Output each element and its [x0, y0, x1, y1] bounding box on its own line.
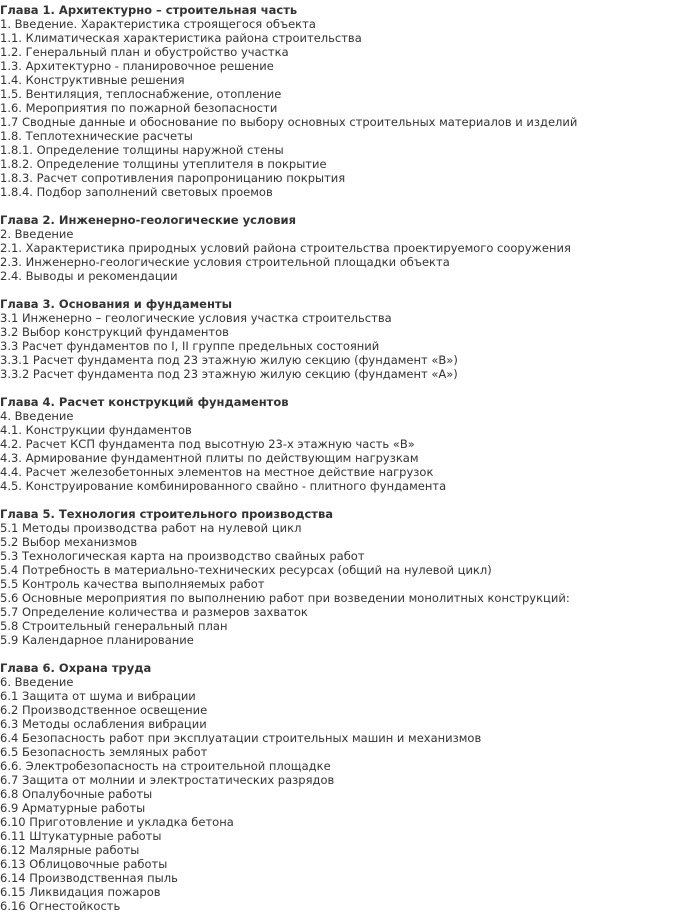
toc-item: 6.10 Приготовление и укладка бетона: [0, 815, 234, 829]
toc-item: 4.1. Конструкции фундаментов: [0, 423, 192, 437]
toc-item: 6.16 Огнестойкость: [0, 899, 121, 913]
toc-item: 6.15 Ликвидация пожаров: [0, 885, 161, 899]
toc-item: 1.5. Вентиляция, теплоснабжение, отопление: [0, 87, 282, 101]
toc-item: 1.6. Мероприятия по пожарной безопасности: [0, 101, 278, 115]
toc-item: 2. Введение: [0, 227, 74, 241]
toc-item: 5.3 Технологическая карта на производство свайных работ: [0, 549, 365, 563]
toc-section: [0, 213, 700, 297]
toc-item: 1.2. Генеральный план и обустройство участка: [0, 45, 289, 59]
toc-item: 5.1 Методы производства работ на нулевой цикл: [0, 521, 302, 535]
chapter-heading: Глава 1. Архитектурно – строительная часть: [0, 3, 298, 17]
toc-item: 5.6 Основные мероприятия по выполнению работ при возведении монолитных конструкций:: [0, 591, 570, 605]
toc-section: [0, 661, 700, 913]
toc-section: [0, 395, 700, 507]
toc-item: 6.1 Защита от шума и вибрации: [0, 689, 196, 703]
toc-item: 6.2 Производственное освещение: [0, 703, 208, 717]
table-of-contents: [0, 3, 700, 913]
toc-item: 6.7 Защита от молнии и электростатических разрядов: [0, 773, 335, 787]
toc-item: 2.3. Инженерно-геологические условия строительной площадки объекта: [0, 255, 450, 269]
toc-item: 3.1 Инженерно – геологические условия участка строительства: [0, 311, 392, 325]
toc-item: 3.2 Выбор конструкций фундаментов: [0, 325, 229, 339]
toc-item: 1.8.2. Определение толщины утеплителя в покрытие: [0, 157, 327, 171]
chapter-heading: Глава 3. Основания и фундаменты: [0, 297, 232, 311]
toc-item: 4.3. Армирование фундаментной плиты по действующим нагрузкам: [0, 451, 419, 465]
toc-item: 2.1. Характеристика природных условий района строительства проектируемого сооружения: [0, 241, 571, 255]
toc-item: 5.5 Контроль качества выполняемых работ: [0, 577, 265, 591]
toc-item: 3.3.1 Расчет фундамента под 23 этажную жилую секцию (фундамент «В»): [0, 353, 458, 367]
toc-item: 1.7 Сводные данные и обоснование по выбору основных строительных материалов и изделий: [0, 115, 578, 129]
section-spacer: [0, 647, 700, 661]
toc-item: 6.5 Безопасность земляных работ: [0, 745, 208, 759]
toc-item: 4.5. Конструирование комбинированного свайно - плитного фундамента: [0, 479, 447, 493]
chapter-heading: Глава 4. Расчет конструкций фундаментов: [0, 395, 289, 409]
toc-item: 6.9 Арматурные работы: [0, 801, 146, 815]
toc-item: 1.8. Теплотехнические расчеты: [0, 129, 193, 143]
toc-item: 3.3 Расчет фундаментов по I, II группе предельных состояний: [0, 339, 380, 353]
toc-item: 5.8 Строительный генеральный план: [0, 619, 228, 633]
section-spacer: [0, 493, 700, 507]
toc-section: [0, 3, 700, 213]
toc-item: 1.3. Архитектурно - планировочное решение: [0, 59, 274, 73]
toc-item: 5.7 Определение количества и размеров захваток: [0, 605, 308, 619]
toc-item: 5.4 Потребность в материально-технических ресурсах (общий на нулевой цикл): [0, 563, 492, 577]
toc-section: [0, 297, 700, 395]
toc-item: 5.9 Календарное планирование: [0, 633, 194, 647]
toc-item: 1.8.1. Определение толщины наружной стены: [0, 143, 284, 157]
toc-item: 6.13 Облицовочные работы: [0, 857, 168, 871]
toc-item: 6. Введение: [0, 675, 74, 689]
chapter-heading: Глава 2. Инженерно-геологические условия: [0, 213, 296, 227]
toc-item: 1.4. Конструктивные решения: [0, 73, 185, 87]
toc-item: 1. Введение. Характеристика строящегося объекта: [0, 17, 316, 31]
section-spacer: [0, 283, 700, 297]
toc-item: 4. Введение: [0, 409, 74, 423]
toc-item: 6.4 Безопасность работ при эксплуатации строительных машин и механизмов: [0, 731, 482, 745]
toc-item: 1.1. Климатическая характеристика района строительства: [0, 31, 362, 45]
toc-item: 2.4. Выводы и рекомендации: [0, 269, 178, 283]
chapter-heading: Глава 6. Охрана труда: [0, 661, 152, 675]
toc-item: 4.2. Расчет КСП фундамента под высотную 23-х этажную часть «В»: [0, 437, 415, 451]
toc-item: 1.8.4. Подбор заполнений световых проемов: [0, 185, 273, 199]
toc-item: 6.12 Малярные работы: [0, 843, 140, 857]
toc-item: 6.14 Производственная пыль: [0, 871, 178, 885]
toc-item: 6.11 Штукатурные работы: [0, 829, 162, 843]
toc-item: 1.8.3. Расчет сопротивления паропроницанию покрытия: [0, 171, 346, 185]
toc-item: 4.4. Расчет железобетонных элементов на местное действие нагрузок: [0, 465, 434, 479]
toc-item: 6.3 Методы ослабления вибрации: [0, 717, 207, 731]
section-spacer: [0, 381, 700, 395]
toc-item: 6.8 Опалубочные работы: [0, 787, 153, 801]
toc-section: [0, 507, 700, 661]
chapter-heading: Глава 5. Технология строительного производства: [0, 507, 334, 521]
toc-item: 5.2 Выбор механизмов: [0, 535, 138, 549]
toc-item: 6.6. Электробезопасность на строительной площадке: [0, 759, 331, 773]
section-spacer: [0, 199, 700, 213]
toc-item: 3.3.2 Расчет фундамента под 23 этажную жилую секцию (фундамент «А»): [0, 367, 458, 381]
